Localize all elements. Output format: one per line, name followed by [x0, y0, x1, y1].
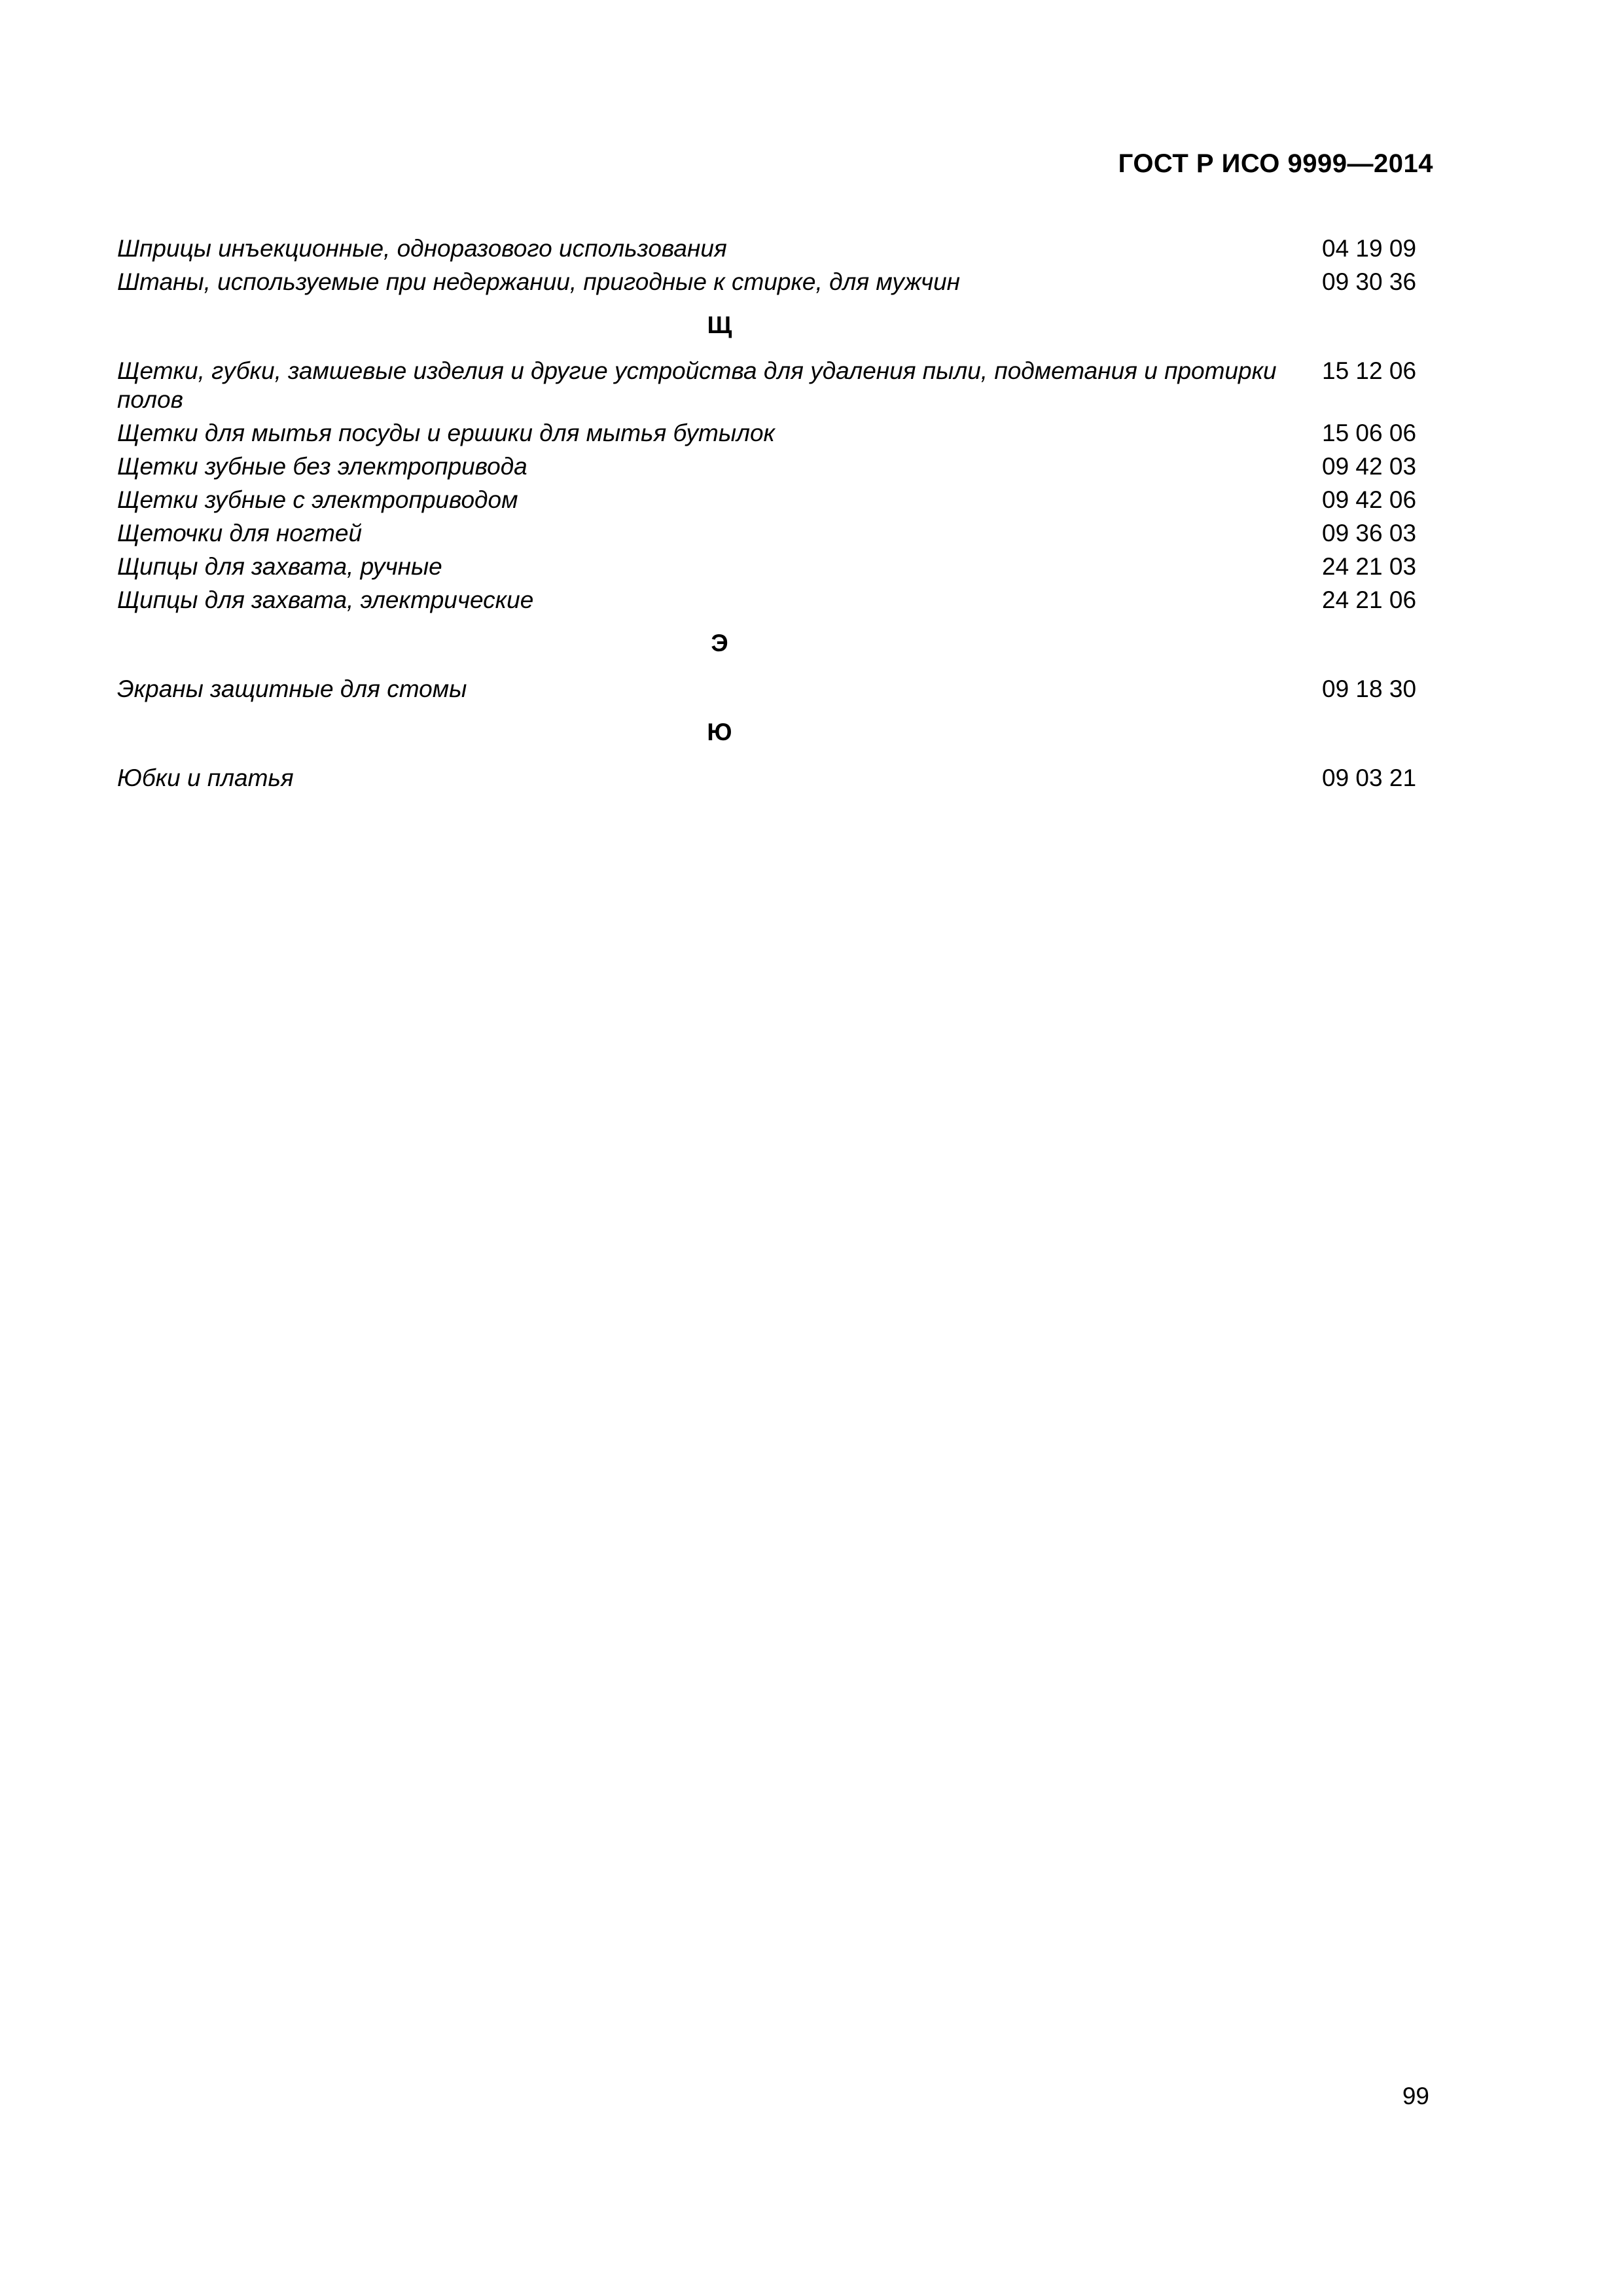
index-entry [117, 586, 1427, 615]
page-number: 99 [1402, 2083, 1429, 2109]
index-code: 24 21 06 [1322, 586, 1417, 613]
index-code: 09 42 03 [1322, 453, 1417, 480]
index-entry [117, 675, 1427, 704]
index-entry [117, 357, 1427, 414]
index-entry [117, 419, 1427, 448]
index-code: 15 06 06 [1322, 420, 1417, 446]
index-term: Щетки зубные без электропривода [117, 453, 527, 480]
index-term: Щеточки для ногтей [117, 520, 363, 547]
document-header: ГОСТ Р ИСО 9999—2014 [1118, 149, 1433, 178]
index-term: Юбки и платья [117, 764, 294, 791]
index-entry [117, 519, 1427, 548]
alphabetical-index [117, 234, 1427, 797]
index-term: Щетки зубные с электроприводом [117, 486, 518, 513]
index-entry [117, 486, 1427, 514]
index-entry [117, 452, 1427, 481]
index-code: 09 36 03 [1322, 520, 1417, 547]
index-term: Штаны, используемые при недержании, пригодные к стирке, для мужчин [117, 268, 961, 295]
index-term: Щетки для мытья посуды и ершики для мытья бутылок [117, 420, 775, 446]
index-entry [117, 234, 1427, 263]
index-letter-heading: Ю [707, 719, 732, 745]
index-code: 15 12 06 [1322, 357, 1417, 384]
index-code: 09 30 36 [1322, 268, 1417, 295]
index-term: Щипцы для захвата, электрические [117, 586, 534, 613]
index-entry [117, 764, 1427, 793]
index-code: 04 19 09 [1322, 235, 1417, 262]
index-code: 09 42 06 [1322, 486, 1417, 513]
index-entry [117, 268, 1427, 296]
index-code: 09 18 30 [1322, 675, 1417, 702]
index-entry [117, 552, 1427, 581]
index-code: 09 03 21 [1322, 764, 1417, 791]
index-term: Шприцы инъекционные, одноразового использования [117, 235, 727, 262]
index-term: Щипцы для захвата, ручные [117, 553, 442, 580]
index-letter-heading: Щ [707, 312, 732, 338]
index-letter-heading: Э [711, 630, 728, 656]
index-term: Экраны защитные для стомы [117, 675, 467, 702]
index-code: 24 21 03 [1322, 553, 1417, 580]
index-term: Щетки, губки, замшевые изделия и другие устройства для удаления пыли, подметания и протирки полов [117, 357, 1277, 413]
